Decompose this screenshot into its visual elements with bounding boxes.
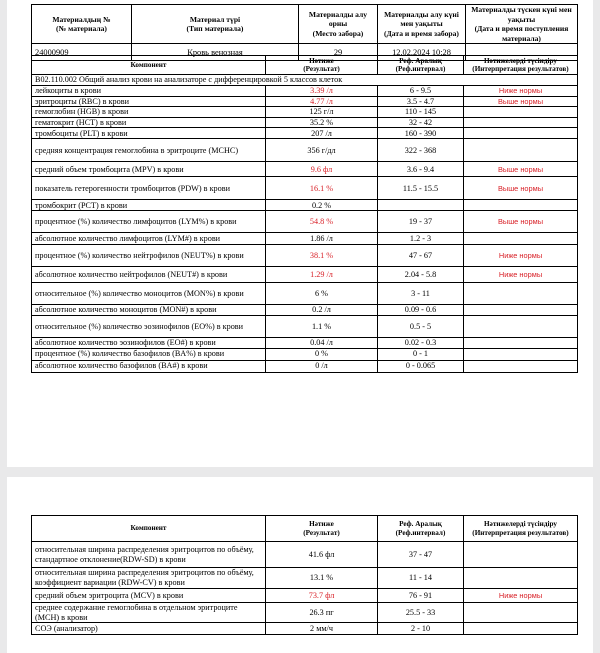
result-value: 0.04 /л [266,337,378,348]
result-value: 4.77 /л [266,96,378,107]
component-name: абсолютное количество моноцитов (MON#) в крови [32,305,266,316]
reference-range: 0.02 - 0.3 [378,337,464,348]
result-value: 16.1 % [266,177,378,200]
table-row [32,177,578,200]
collection-date: 12.02.2024 10:28 [378,44,466,61]
reference-range: 3 - 11 [378,283,464,305]
component-name: процентное (%) количество базофилов (BA%) в крови [32,348,266,360]
reference-range: 1.2 - 3 [378,233,464,245]
interpretation [464,348,578,360]
interpretation [464,117,578,128]
collection-place-header: Материалды алу орны (Место забора) [299,5,378,44]
interp-header: Нәтижелерді түсіндіру (Интерпретация результатов) [464,516,578,542]
interpretation [464,568,578,589]
interpretation [464,315,578,337]
report-page-1 [7,0,593,467]
result-value: 2 мм/ч [266,623,378,635]
table-row [32,568,578,589]
reference-range [378,200,464,211]
ref-header: Реф. Аралық (Реф.интервал) [378,56,464,75]
interpretation [464,603,578,623]
table-row [32,211,578,233]
result-value: 38.1 % [266,245,378,267]
reference-range: 0 - 1 [378,348,464,360]
interpretation: Выше нормы [464,96,578,107]
component-name: показатель гетерогенности тромбоцитов (PDW) в крови [32,177,266,200]
component-name: процентное (%) количество нейтрофилов (NEUT%) в крови [32,245,266,267]
result-value: 0 /л [266,360,378,372]
interpretation [464,107,578,118]
result-value: 73.7 фл [266,589,378,603]
table-row [32,245,578,267]
component-name: средний объем тромбоцита (MPV) в крови [32,162,266,177]
reference-range: 2 - 10 [378,623,464,635]
interpretation [464,200,578,211]
result-value: 0.2 % [266,200,378,211]
result-value: 125 г/л [266,107,378,118]
interpretation: Выше нормы [464,211,578,233]
component-name: средний объем эритроцита (MCV) в крови [32,589,266,603]
table-row [32,107,578,118]
component-name: лейкоциты в крови [32,86,266,97]
interpretation [464,542,578,568]
result-value: 13.1 % [266,568,378,589]
collection-date-header: Материалды алу күні мен уақыты (Дата и время забора) [378,5,466,44]
table-row [32,542,578,568]
component-name: абсолютное количество эозинофилов (EO#) в крови [32,337,266,348]
material-info-table [31,4,578,61]
reference-range: 37 - 47 [378,542,464,568]
interpretation [464,283,578,305]
table-row [32,139,578,162]
result-value: 1.1 % [266,315,378,337]
interpretation: Ниже нормы [464,589,578,603]
reference-range: 0 - 0.065 [378,360,464,372]
reference-range: 47 - 67 [378,245,464,267]
component-name: абсолютное количество базофилов (BA#) в крови [32,360,266,372]
component-name: абсолютное количество лимфоцитов (LYM#) в крови [32,233,266,245]
interpretation [464,128,578,139]
reference-range: 322 - 368 [378,139,464,162]
reference-range: 11.5 - 15.5 [378,177,464,200]
table-row [32,589,578,603]
result-value: 9.6 фл [266,162,378,177]
table-row [32,623,578,635]
table-row [32,315,578,337]
result-value: 207 /л [266,128,378,139]
component-name: гематокрит (HCT) в крови [32,117,266,128]
component-name: относительное (%) количество моноцитов (MON%) в крови [32,283,266,305]
result-value: 41.6 фл [266,542,378,568]
interpretation [464,305,578,316]
component-header: Компонент [32,516,266,542]
table-row [32,233,578,245]
reference-range: 3.5 - 4.7 [378,96,464,107]
component-name: тромбокрит (PCT) в крови [32,200,266,211]
reference-range: 6 - 9.5 [378,86,464,97]
result-value: 0.2 /л [266,305,378,316]
result-value: 356 г/дл [266,139,378,162]
result-header: Нәтиже (Результат) [266,516,378,542]
reference-range: 25.5 - 33 [378,603,464,623]
result-value: 1.86 /л [266,233,378,245]
results-table [31,55,578,373]
table-row [32,267,578,283]
interpretation: Ниже нормы [464,267,578,283]
analysis-group-title: B02.110.002 Общий анализ крови на анализаторе с дифференцировкой 5 классов клеток [32,75,578,86]
reference-range: 0.09 - 0.6 [378,305,464,316]
collection-place: 29 [299,44,378,61]
interpretation: Выше нормы [464,162,578,177]
table-row [32,360,578,372]
component-header: Компонент [32,56,266,75]
table-row [32,283,578,305]
component-name: относительная ширина распределения эритроцитов по объёму, коэффициент вариации (RDW-CV) в крови [32,568,266,589]
table-row [32,337,578,348]
ref-header: Реф. Аралық (Реф.интервал) [378,516,464,542]
reference-range: 110 - 145 [378,107,464,118]
result-value: 3.39 /л [266,86,378,97]
interpretation [464,337,578,348]
received-date-header: Материалды түскен күні мен уақыты (Дата и время поступления материала) [466,5,578,44]
reference-range: 32 - 42 [378,117,464,128]
table-row [32,117,578,128]
reference-range: 0.5 - 5 [378,315,464,337]
reference-range: 19 - 37 [378,211,464,233]
report-page-2 [7,477,593,653]
component-name: эритроциты (RBC) в крови [32,96,266,107]
material-type: Кровь венозная [132,44,299,61]
reference-range: 2.04 - 5.8 [378,267,464,283]
result-value: 0 % [266,348,378,360]
component-name: средняя концентрация гемоглобина в эритроците (MCHC) [32,139,266,162]
table-row [32,96,578,107]
material-number: 24000909 [32,44,132,61]
component-name: среднее содержание гемоглобина в отдельном эритроците (MCH) в крови [32,603,266,623]
table-row [32,305,578,316]
interpretation [464,360,578,372]
material-number-header: Материалдың № (№ материала) [32,5,132,44]
table-row [32,348,578,360]
component-name: относительное (%) количество эозинофилов (EO%) в крови [32,315,266,337]
component-name: относительная ширина распределения эритроцитов по объёму, стандартное отклонение(RDW-SD) в крови [32,542,266,568]
material-type-header: Материал түрі (Тип материала) [132,5,299,44]
interpretation: Ниже нормы [464,86,578,97]
result-value: 54.8 % [266,211,378,233]
result-value: 6 % [266,283,378,305]
interpretation [464,623,578,635]
results-table-continued [31,515,578,635]
reference-range: 3.6 - 9.4 [378,162,464,177]
interpretation: Ниже нормы [464,245,578,267]
interp-header: Нәтижелерді түсіндіру (Интерпретация результатов) [464,56,578,75]
reference-range: 160 - 390 [378,128,464,139]
result-value: 35.2 % [266,117,378,128]
table-row [32,200,578,211]
result-header: Нәтиже (Результат) [266,56,378,75]
result-value: 26.3 пг [266,603,378,623]
table-row [32,86,578,97]
result-value: 1.29 /л [266,267,378,283]
component-name: абсолютное количество нейтрофилов (NEUT#) в крови [32,267,266,283]
table-row [32,128,578,139]
table-row [32,162,578,177]
component-name: тромбоциты (PLT) в крови [32,128,266,139]
reference-range: 11 - 14 [378,568,464,589]
component-name: гемоглобин (HGB) в крови [32,107,266,118]
table-row [32,603,578,623]
interpretation [464,139,578,162]
interpretation [464,233,578,245]
interpretation: Выше нормы [464,177,578,200]
reference-range: 76 - 91 [378,589,464,603]
component-name: СОЭ (анализатор) [32,623,266,635]
component-name: процентное (%) количество лимфоцитов (LYM%) в крови [32,211,266,233]
